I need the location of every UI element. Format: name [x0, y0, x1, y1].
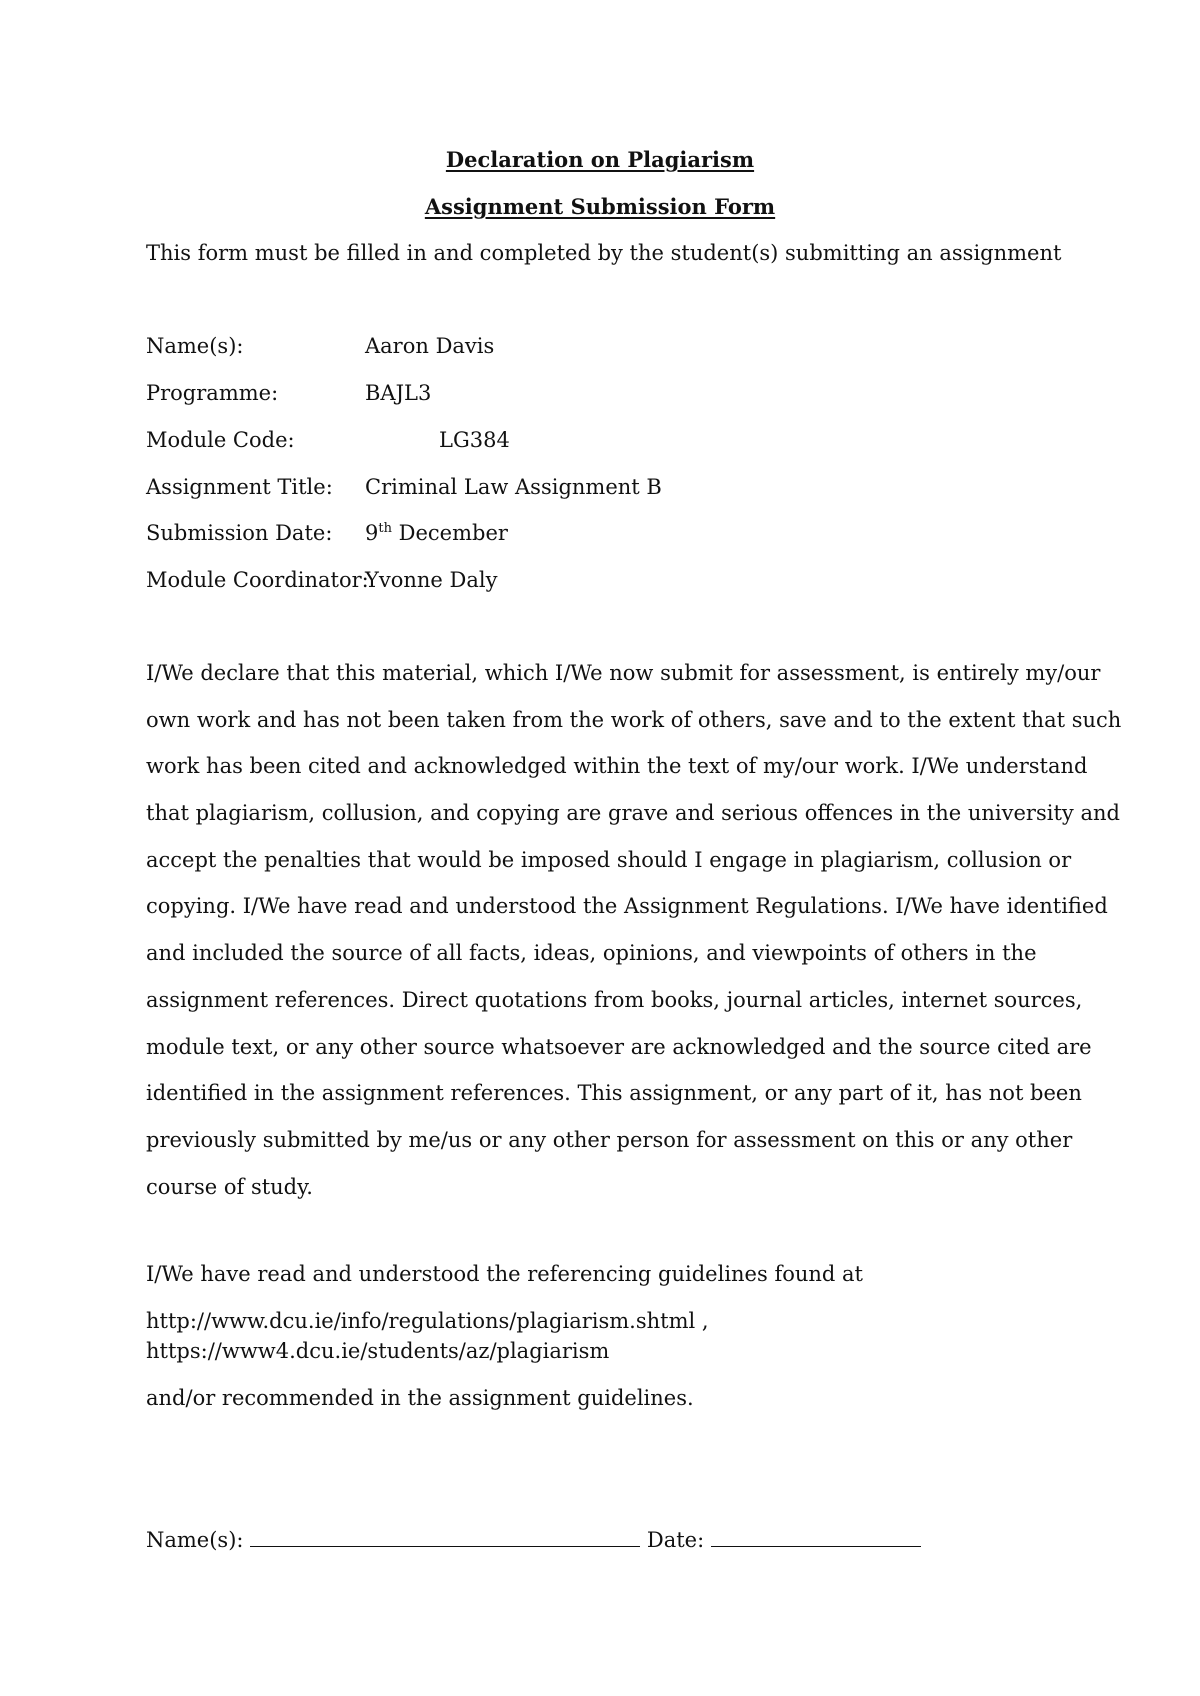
- signature-row: [146, 1524, 921, 1552]
- field-label: Module Code:: [146, 428, 295, 452]
- signature-name-line[interactable]: [250, 1524, 640, 1547]
- signature-date-line[interactable]: [711, 1524, 921, 1547]
- field-label: Module Coordinator:: [146, 568, 369, 592]
- field-value: Aaron Davis: [365, 334, 495, 358]
- declaration-line: course of study.: [146, 1174, 313, 1199]
- field-value: LG384: [439, 428, 510, 452]
- date-day: 9: [365, 521, 379, 545]
- declaration-line: copying. I/We have read and understood the Assignment Regulations. I/We have identified: [146, 894, 1108, 919]
- field-value: Yvonne Daly: [365, 568, 498, 592]
- field-value: BAJL3: [365, 381, 432, 405]
- field-value: [365, 521, 508, 545]
- declaration-line: identified in the assignment references. This assignment, or any part of it, has not been: [146, 1081, 1082, 1106]
- declaration-line: accept the penalties that would be imposed should I engage in plagiarism, collusion or: [146, 847, 1072, 872]
- intro-text: This form must be filled in and completed by the student(s) submitting an assignment: [146, 241, 1062, 265]
- date-suffix: th: [378, 521, 392, 536]
- references-link-2[interactable]: https://www4.dcu.ie/students/az/plagiarism: [146, 1339, 610, 1363]
- references-intro: I/We have read and understood the referencing guidelines found at: [146, 1262, 863, 1286]
- references-outro: and/or recommended in the assignment guidelines.: [146, 1386, 694, 1410]
- declaration-line: I/We declare that this material, which I/We now submit for assessment, is entirely my/our: [146, 661, 1101, 685]
- declaration-line: work has been cited and acknowledged within the text of my/our work. I/We understand: [146, 754, 1088, 779]
- declaration-line: that plagiarism, collusion, and copying are grave and serious offences in the university and: [146, 801, 1120, 826]
- field-label: Name(s):: [146, 334, 244, 358]
- declaration-line: own work and has not been taken from the work of others, save and to the extent that such: [146, 707, 1122, 732]
- field-label: Assignment Title:: [146, 475, 333, 499]
- field-label: Submission Date:: [146, 521, 333, 545]
- signature-date-label: Date:: [646, 1528, 705, 1552]
- declaration-paragraph: [146, 658, 1122, 1218]
- declaration-line: previously submitted by me/us or any other person for assessment on this or any other: [146, 1127, 1073, 1152]
- declaration-line: module text, or any other source whatsoever are acknowledged and the source cited are: [146, 1034, 1092, 1059]
- declaration-line: and included the source of all facts, ideas, opinions, and viewpoints of others in the: [146, 941, 1037, 966]
- document-title: Declaration on Plagiarism: [445, 147, 755, 172]
- field-value: Criminal Law Assignment B: [365, 475, 662, 499]
- date-month: December: [391, 521, 508, 545]
- references-link-1[interactable]: http://www.dcu.ie/info/regulations/plagiarism.shtml ,: [146, 1309, 709, 1333]
- signature-name-label: Name(s):: [146, 1528, 244, 1552]
- declaration-line: assignment references. Direct quotations from books, journal articles, internet sources,: [146, 987, 1083, 1012]
- document-subtitle: Assignment Submission Form: [424, 194, 776, 219]
- field-label: Programme:: [146, 381, 279, 405]
